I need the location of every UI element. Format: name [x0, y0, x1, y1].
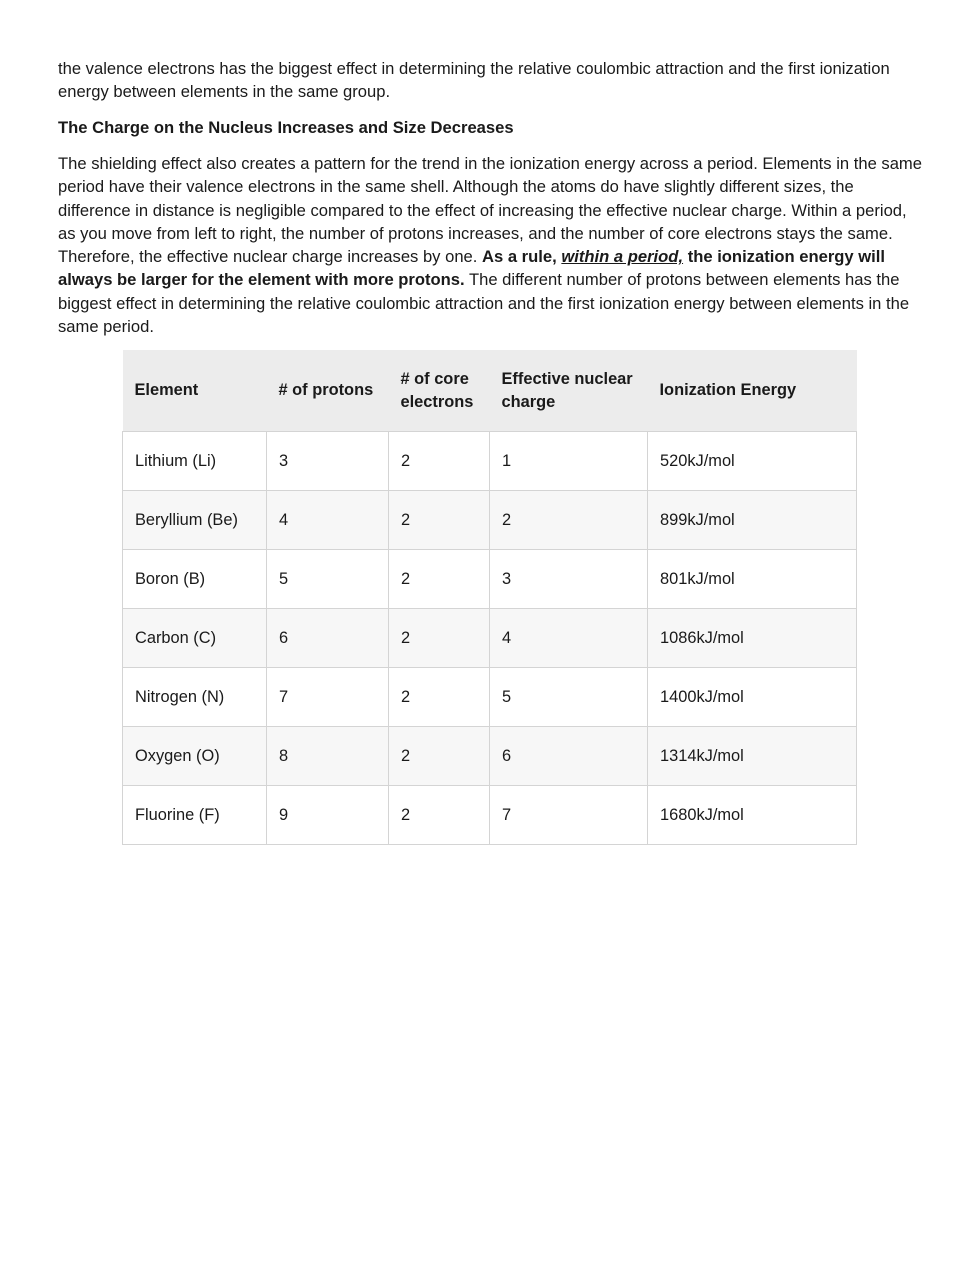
cell-core-electrons: 2	[389, 727, 490, 786]
cell-core-electrons: 2	[389, 668, 490, 727]
table-row	[123, 727, 857, 786]
ionization-energy-table	[122, 350, 857, 845]
body-text-part2: The different number of protons between elements has the biggest effect in determining the relative coulombic attraction and the first ionization energy between elements in the same period.	[58, 270, 910, 337]
cell-ionization-energy: 1400kJ/mol	[648, 668, 857, 727]
table-row	[123, 786, 857, 845]
rule-bold-end: the ionization energy will always be larger for the element with more protons.	[58, 247, 885, 290]
cell-core-electrons: 2	[389, 432, 490, 491]
header-ionization-energy: Ionization Energy	[648, 350, 857, 432]
cell-effective-charge: 6	[490, 727, 648, 786]
cell-ionization-energy: 899kJ/mol	[648, 491, 857, 550]
header-effective-nuclear-charge: Effective nuclear charge	[490, 350, 648, 432]
section-heading: The Charge on the Nucleus Increases and Size Decreases	[58, 118, 514, 137]
cell-protons: 6	[267, 609, 389, 668]
cell-effective-charge: 4	[490, 609, 648, 668]
cell-protons: 8	[267, 727, 389, 786]
cell-ionization-energy: 520kJ/mol	[648, 432, 857, 491]
table-row	[123, 550, 857, 609]
intro-paragraph	[58, 57, 922, 104]
table-row	[123, 491, 857, 550]
cell-element: Lithium (Li)	[123, 432, 267, 491]
header-element: Element	[123, 350, 267, 432]
rule-emphasis: within a period,	[561, 247, 684, 267]
table-header	[123, 350, 857, 432]
cell-ionization-energy: 1086kJ/mol	[648, 609, 857, 668]
intro-text: the valence electrons has the biggest effect in determining the relative coulombic attraction and the first ionization energy between elements in the same group.	[58, 59, 890, 102]
table-header-row	[123, 350, 857, 432]
cell-core-electrons: 2	[389, 786, 490, 845]
cell-protons: 5	[267, 550, 389, 609]
cell-protons: 3	[267, 432, 389, 491]
cell-protons: 7	[267, 668, 389, 727]
cell-effective-charge: 7	[490, 786, 648, 845]
cell-effective-charge: 3	[490, 550, 648, 609]
header-protons: # of protons	[267, 350, 389, 432]
body-paragraph	[58, 152, 922, 338]
cell-element: Beryllium (Be)	[123, 491, 267, 550]
cell-effective-charge: 1	[490, 432, 648, 491]
cell-ionization-energy: 801kJ/mol	[648, 550, 857, 609]
header-core-electrons: # of core electrons	[389, 350, 490, 432]
cell-element: Fluorine (F)	[123, 786, 267, 845]
cell-core-electrons: 2	[389, 491, 490, 550]
body-paragraph-text	[58, 152, 922, 338]
cell-element: Boron (B)	[123, 550, 267, 609]
table-row	[123, 668, 857, 727]
cell-core-electrons: 2	[389, 609, 490, 668]
rule-bold-start: As a rule,	[482, 247, 557, 267]
cell-ionization-energy: 1680kJ/mol	[648, 786, 857, 845]
cell-protons: 4	[267, 491, 389, 550]
cell-effective-charge: 5	[490, 668, 648, 727]
table-body	[123, 432, 857, 845]
cell-protons: 9	[267, 786, 389, 845]
table-row	[123, 609, 857, 668]
cell-element: Nitrogen (N)	[123, 668, 267, 727]
cell-core-electrons: 2	[389, 550, 490, 609]
cell-element: Oxygen (O)	[123, 727, 267, 786]
table-row	[123, 432, 857, 491]
body-text-part1: The shielding effect also creates a pattern for the trend in the ionization energy across a period. Elements in the same period have their valence electrons in the same shell. Although the atoms do have slightly different sizes, the difference in distance is negligible compared to the effect of increasing the effective nuclear charge. Within a period, as you move from left to right, the number of protons increases, and the number of core electrons stays the same. Therefore, the effective nuclear charge increases by one.	[58, 154, 922, 267]
cell-element: Carbon (C)	[123, 609, 267, 668]
cell-ionization-energy: 1314kJ/mol	[648, 727, 857, 786]
cell-effective-charge: 2	[490, 491, 648, 550]
